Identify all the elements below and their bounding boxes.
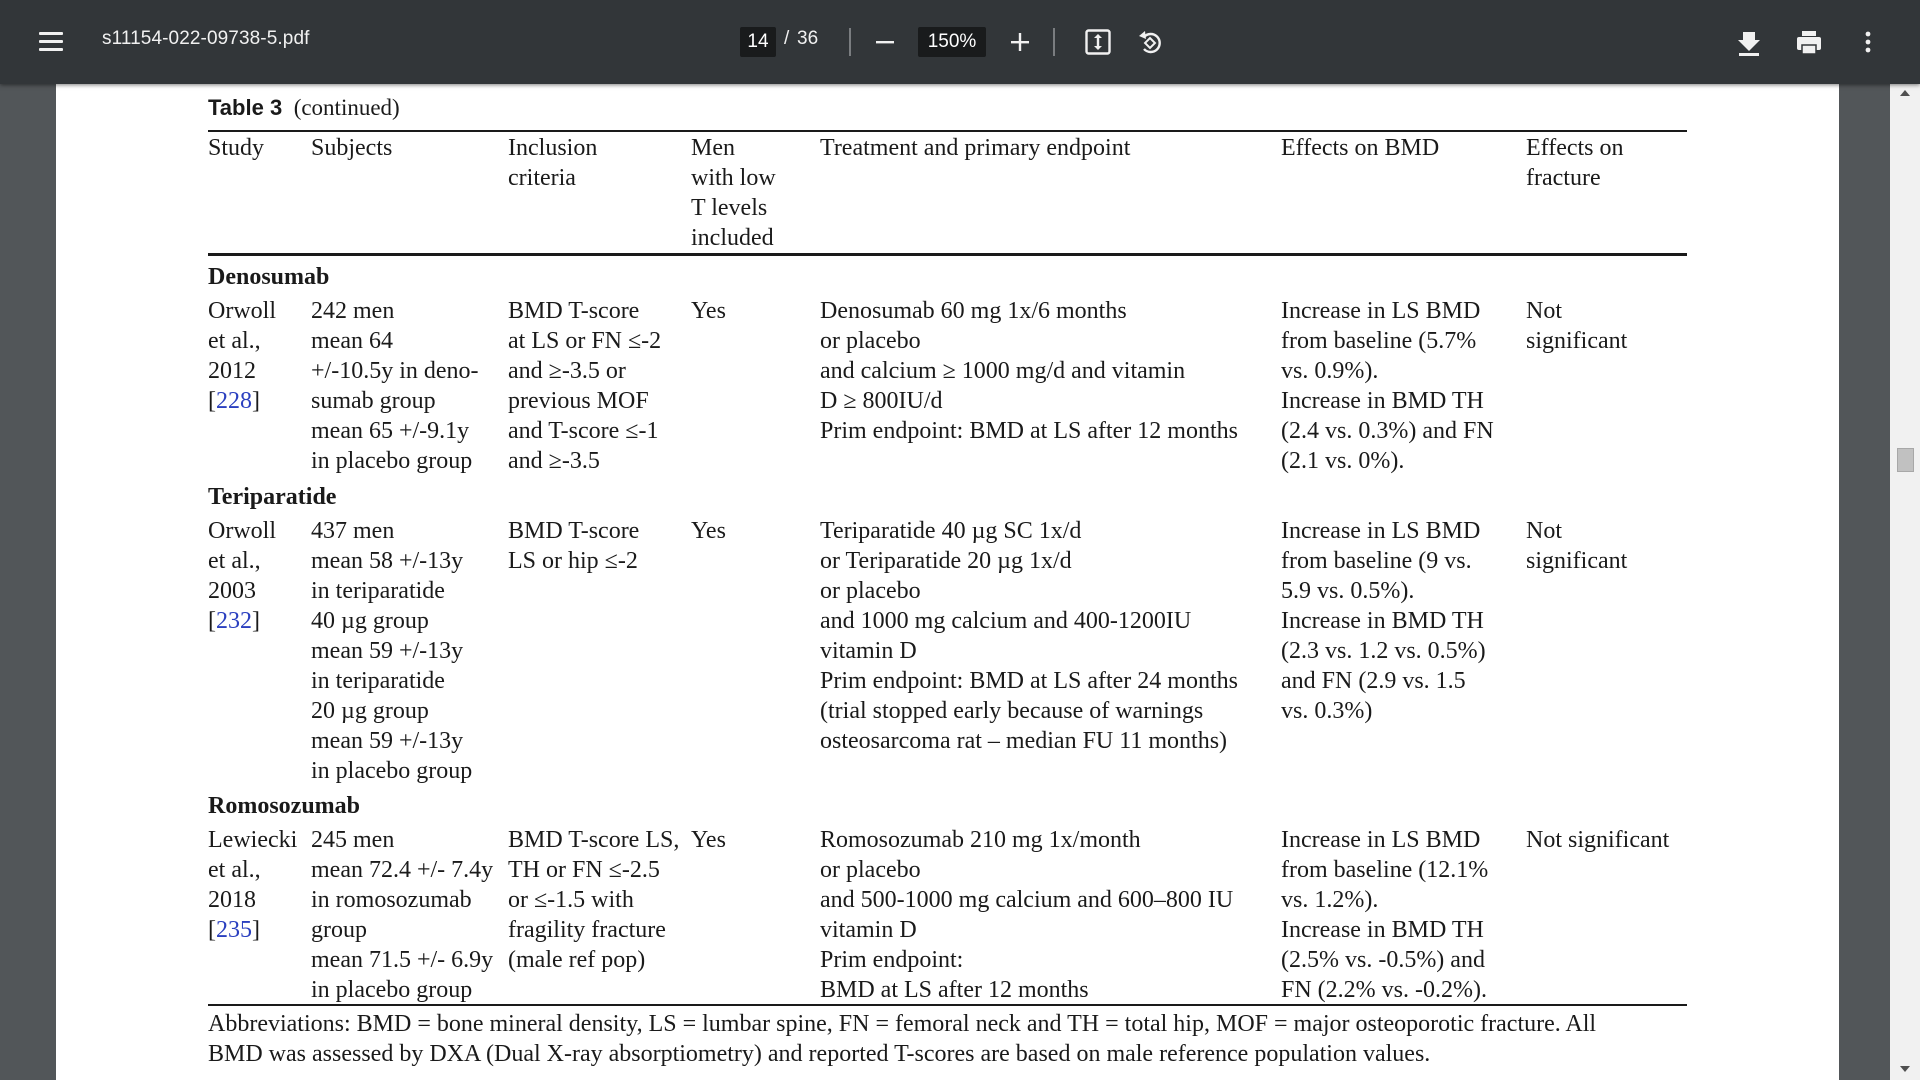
cell-effects-bmd: vs. 0.9%).: [1281, 358, 1379, 384]
vertical-scrollbar[interactable]: [1890, 84, 1920, 1080]
plus-icon: [1000, 22, 1040, 62]
cell-subjects: 437 men: [311, 518, 395, 544]
cell-subjects: in romosozumab: [311, 887, 472, 913]
header-effects-bmd: Effects on BMD: [1281, 135, 1440, 161]
cell-effects-bmd: (2.1 vs. 0%).: [1281, 448, 1405, 474]
cell-effects-bmd: Increase in LS BMD: [1281, 298, 1481, 324]
cell-treatment: and 1000 mg calcium and 400-1200IU: [820, 608, 1192, 634]
cell-effects-bmd: and FN (2.9 vs. 1.5: [1281, 668, 1466, 694]
cell-treatment: or Teriparatide 20 µg 1x/d: [820, 548, 1072, 574]
cell-treatment: vitamin D: [820, 917, 917, 943]
cell-inclusion: BMD T-score LS,: [508, 827, 680, 853]
download-button[interactable]: [1729, 22, 1769, 62]
rotate-counterclockwise-icon: [1131, 22, 1171, 62]
cell-effects-fracture: significant: [1526, 548, 1628, 574]
zoom-out-button[interactable]: [865, 22, 905, 62]
cell-effects-bmd: (2.4 vs. 0.3%) and FN: [1281, 418, 1494, 444]
cell-treatment: or placebo: [820, 328, 921, 354]
download-icon: [1729, 22, 1769, 62]
cell-inclusion: previous MOF: [508, 388, 649, 414]
cell-study: 2018: [208, 887, 256, 913]
citation: [208, 386, 260, 416]
cell-study: Orwoll: [208, 518, 276, 544]
cell-subjects: mean 65 +/-9.1y: [311, 418, 470, 444]
cell-effects-bmd: (2.5% vs. -0.5%) and: [1281, 947, 1485, 973]
cell-treatment: and calcium ≥ 1000 mg/d and vitamin: [820, 358, 1186, 384]
cell-study: 2003: [208, 578, 256, 604]
cell-treatment: Denosumab 60 mg 1x/6 months: [820, 298, 1127, 324]
cell-effects-bmd: (2.3 vs. 1.2 vs. 0.5%): [1281, 638, 1486, 664]
fit-page-button[interactable]: [1078, 22, 1118, 62]
cell-treatment: (trial stopped early because of warnings: [820, 698, 1204, 724]
bracket: ]: [252, 917, 260, 943]
section-title: Denosumab: [208, 264, 330, 290]
minus-icon: [865, 22, 905, 62]
cell-subjects: in teriparatide: [311, 668, 445, 694]
cell-subjects: mean 59 +/-13y: [311, 638, 464, 664]
cell-subjects: in placebo group: [311, 448, 473, 474]
bracket: ]: [252, 608, 260, 634]
cell-effects-bmd: Increase in LS BMD: [1281, 827, 1481, 853]
cell-effects-bmd: 5.9 vs. 0.5%).: [1281, 578, 1415, 604]
pdf-toolbar: [0, 0, 1920, 84]
table-caption: [208, 93, 400, 123]
footnote-line: BMD was assessed by DXA (Dual X-ray absorptiometry) and reported T-scores are based on male reference population values.: [208, 1041, 1431, 1067]
bracket: [: [208, 388, 216, 414]
printer-icon: [1789, 22, 1829, 62]
page-number-input[interactable]: 14: [740, 27, 776, 57]
cell-treatment: vitamin D: [820, 638, 917, 664]
citation: [208, 606, 260, 636]
bracket: ]: [252, 388, 260, 414]
cell-inclusion: BMD T-score: [508, 298, 640, 324]
cell-subjects: +/-10.5y in deno-: [311, 358, 479, 384]
scroll-down-arrow-icon[interactable]: [1900, 1066, 1910, 1072]
cell-effects-fracture: Not significant: [1526, 827, 1670, 853]
cell-effects-bmd: vs. 1.2%).: [1281, 887, 1379, 913]
table-header-rule: [208, 253, 1687, 256]
cell-treatment: BMD at LS after 12 months: [820, 977, 1089, 1003]
cell-treatment: Prim endpoint: BMD at LS after 24 months: [820, 668, 1238, 694]
cell-effects-bmd: from baseline (9 vs.: [1281, 548, 1472, 574]
cell-effects-fracture: significant: [1526, 328, 1628, 354]
reference-link[interactable]: 228: [216, 388, 252, 414]
citation: [208, 915, 260, 945]
reference-link[interactable]: 235: [216, 917, 252, 943]
scrollbar-thumb[interactable]: [1897, 448, 1914, 472]
cell-inclusion: at LS or FN ≤-2: [508, 328, 662, 354]
cell-effects-fracture: Not: [1526, 298, 1562, 324]
cell-inclusion: and T-score ≤-1: [508, 418, 659, 444]
reference-link[interactable]: 232: [216, 608, 252, 634]
cell-effects-bmd: from baseline (5.7%: [1281, 328, 1477, 354]
cell-effects-bmd: Increase in BMD TH: [1281, 917, 1484, 943]
cell-subjects: 245 men: [311, 827, 395, 853]
cell-men-low-t: Yes: [691, 298, 726, 324]
bracket: [: [208, 608, 216, 634]
cell-subjects: mean 72.4 +/- 7.4y: [311, 857, 494, 883]
cell-inclusion: TH or FN ≤-2.5: [508, 857, 660, 883]
cell-treatment: and 500-1000 mg calcium and 600–800 IU: [820, 887, 1234, 913]
cell-treatment: osteosarcoma rat – median FU 11 months): [820, 728, 1228, 754]
cell-study: 2012: [208, 358, 256, 384]
header-men-low-t: with low: [691, 165, 776, 191]
cell-inclusion: BMD T-score: [508, 518, 640, 544]
header-men-low-t: included: [691, 225, 774, 251]
cell-subjects: in placebo group: [311, 758, 473, 784]
cell-effects-bmd: FN (2.2% vs. -0.2%).: [1281, 977, 1487, 1003]
cell-inclusion: (male ref pop): [508, 947, 646, 973]
cell-subjects: 40 µg group: [311, 608, 429, 634]
cell-study: et al.,: [208, 328, 261, 354]
table-footnote: [208, 1009, 1694, 1069]
header-study: Study: [208, 135, 265, 161]
menu-icon[interactable]: [36, 30, 66, 54]
table-top-rule: [208, 130, 1687, 132]
cell-effects-bmd: Increase in BMD TH: [1281, 608, 1484, 634]
cell-subjects: in placebo group: [311, 977, 473, 1003]
section-title: Teriparatide: [208, 484, 337, 510]
header-subjects: Subjects: [311, 135, 393, 161]
cell-inclusion: LS or hip ≤-2: [508, 548, 638, 574]
cell-subjects: group: [311, 917, 367, 943]
header-effects-fracture: Effects on: [1526, 135, 1624, 161]
cell-effects-bmd: from baseline (12.1%: [1281, 857, 1489, 883]
cell-men-low-t: Yes: [691, 518, 726, 544]
cell-subjects: mean 58 +/-13y: [311, 548, 464, 574]
cell-subjects: in teriparatide: [311, 578, 445, 604]
cell-subjects: 20 µg group: [311, 698, 429, 724]
zoom-in-button[interactable]: [1000, 22, 1040, 62]
page-separator: /: [784, 28, 790, 49]
toolbar-divider: [1053, 28, 1055, 56]
cell-subjects: sumab group: [311, 388, 436, 414]
header-treatment: Treatment and primary endpoint: [820, 135, 1131, 161]
cell-subjects: mean 59 +/-13y: [311, 728, 464, 754]
print-button[interactable]: [1789, 22, 1829, 62]
cell-effects-bmd: Increase in LS BMD: [1281, 518, 1481, 544]
header-inclusion-criteria: criteria: [508, 165, 576, 191]
toolbar-divider: [849, 28, 851, 56]
bracket: [: [208, 917, 216, 943]
zoom-level-input[interactable]: 150%: [918, 27, 986, 57]
cell-effects-bmd: Increase in BMD TH: [1281, 388, 1484, 414]
cell-treatment: Prim endpoint: BMD at LS after 12 months: [820, 418, 1238, 444]
cell-study: Lewiecki: [208, 827, 298, 853]
footnote-line: Abbreviations: BMD = bone mineral density, LS = lumbar spine, FN = femoral neck and TH = total hip, MOF = major osteoporotic fracture. All: [208, 1011, 1597, 1037]
cell-treatment: Prim endpoint:: [820, 947, 964, 973]
cell-subjects: 242 men: [311, 298, 395, 324]
total-pages: 36: [797, 28, 819, 49]
header-men-low-t: Men: [691, 135, 735, 161]
more-actions-button[interactable]: [1848, 22, 1888, 62]
document-title: s11154-022-09738-5.pdf: [102, 28, 310, 49]
cell-inclusion: fragility fracture: [508, 917, 666, 943]
cell-inclusion: and ≥-3.5 or: [508, 358, 626, 384]
caption-label: Table 3: [208, 95, 283, 120]
cell-men-low-t: Yes: [691, 827, 726, 853]
rotate-button[interactable]: [1131, 22, 1171, 62]
fit-to-page-icon: [1078, 22, 1118, 62]
cell-treatment: Romosozumab 210 mg 1x/month: [820, 827, 1141, 853]
more-vertical-icon: [1848, 22, 1888, 62]
cell-subjects: mean 64: [311, 328, 393, 354]
cell-treatment: Teriparatide 40 µg SC 1x/d: [820, 518, 1082, 544]
cell-treatment: or placebo: [820, 857, 921, 883]
cell-treatment: D ≥ 800IU/d: [820, 388, 943, 414]
document-viewer[interactable]: [0, 84, 1920, 1080]
caption-text: (continued): [293, 95, 400, 120]
section-title: Romosozumab: [208, 793, 361, 819]
cell-treatment: or placebo: [820, 578, 921, 604]
header-men-low-t: T levels: [691, 195, 768, 221]
header-inclusion-criteria: Inclusion: [508, 135, 598, 161]
cell-effects-bmd: vs. 0.3%): [1281, 698, 1373, 724]
cell-study: et al.,: [208, 857, 261, 883]
cell-inclusion: or ≤-1.5 with: [508, 887, 634, 913]
cell-effects-fracture: Not: [1526, 518, 1562, 544]
header-effects-fracture: fracture: [1526, 165, 1601, 191]
scroll-up-arrow-icon[interactable]: [1900, 90, 1910, 96]
cell-subjects: mean 71.5 +/- 6.9y: [311, 947, 494, 973]
cell-study: et al.,: [208, 548, 261, 574]
cell-study: Orwoll: [208, 298, 276, 324]
cell-inclusion: and ≥-3.5: [508, 448, 600, 474]
